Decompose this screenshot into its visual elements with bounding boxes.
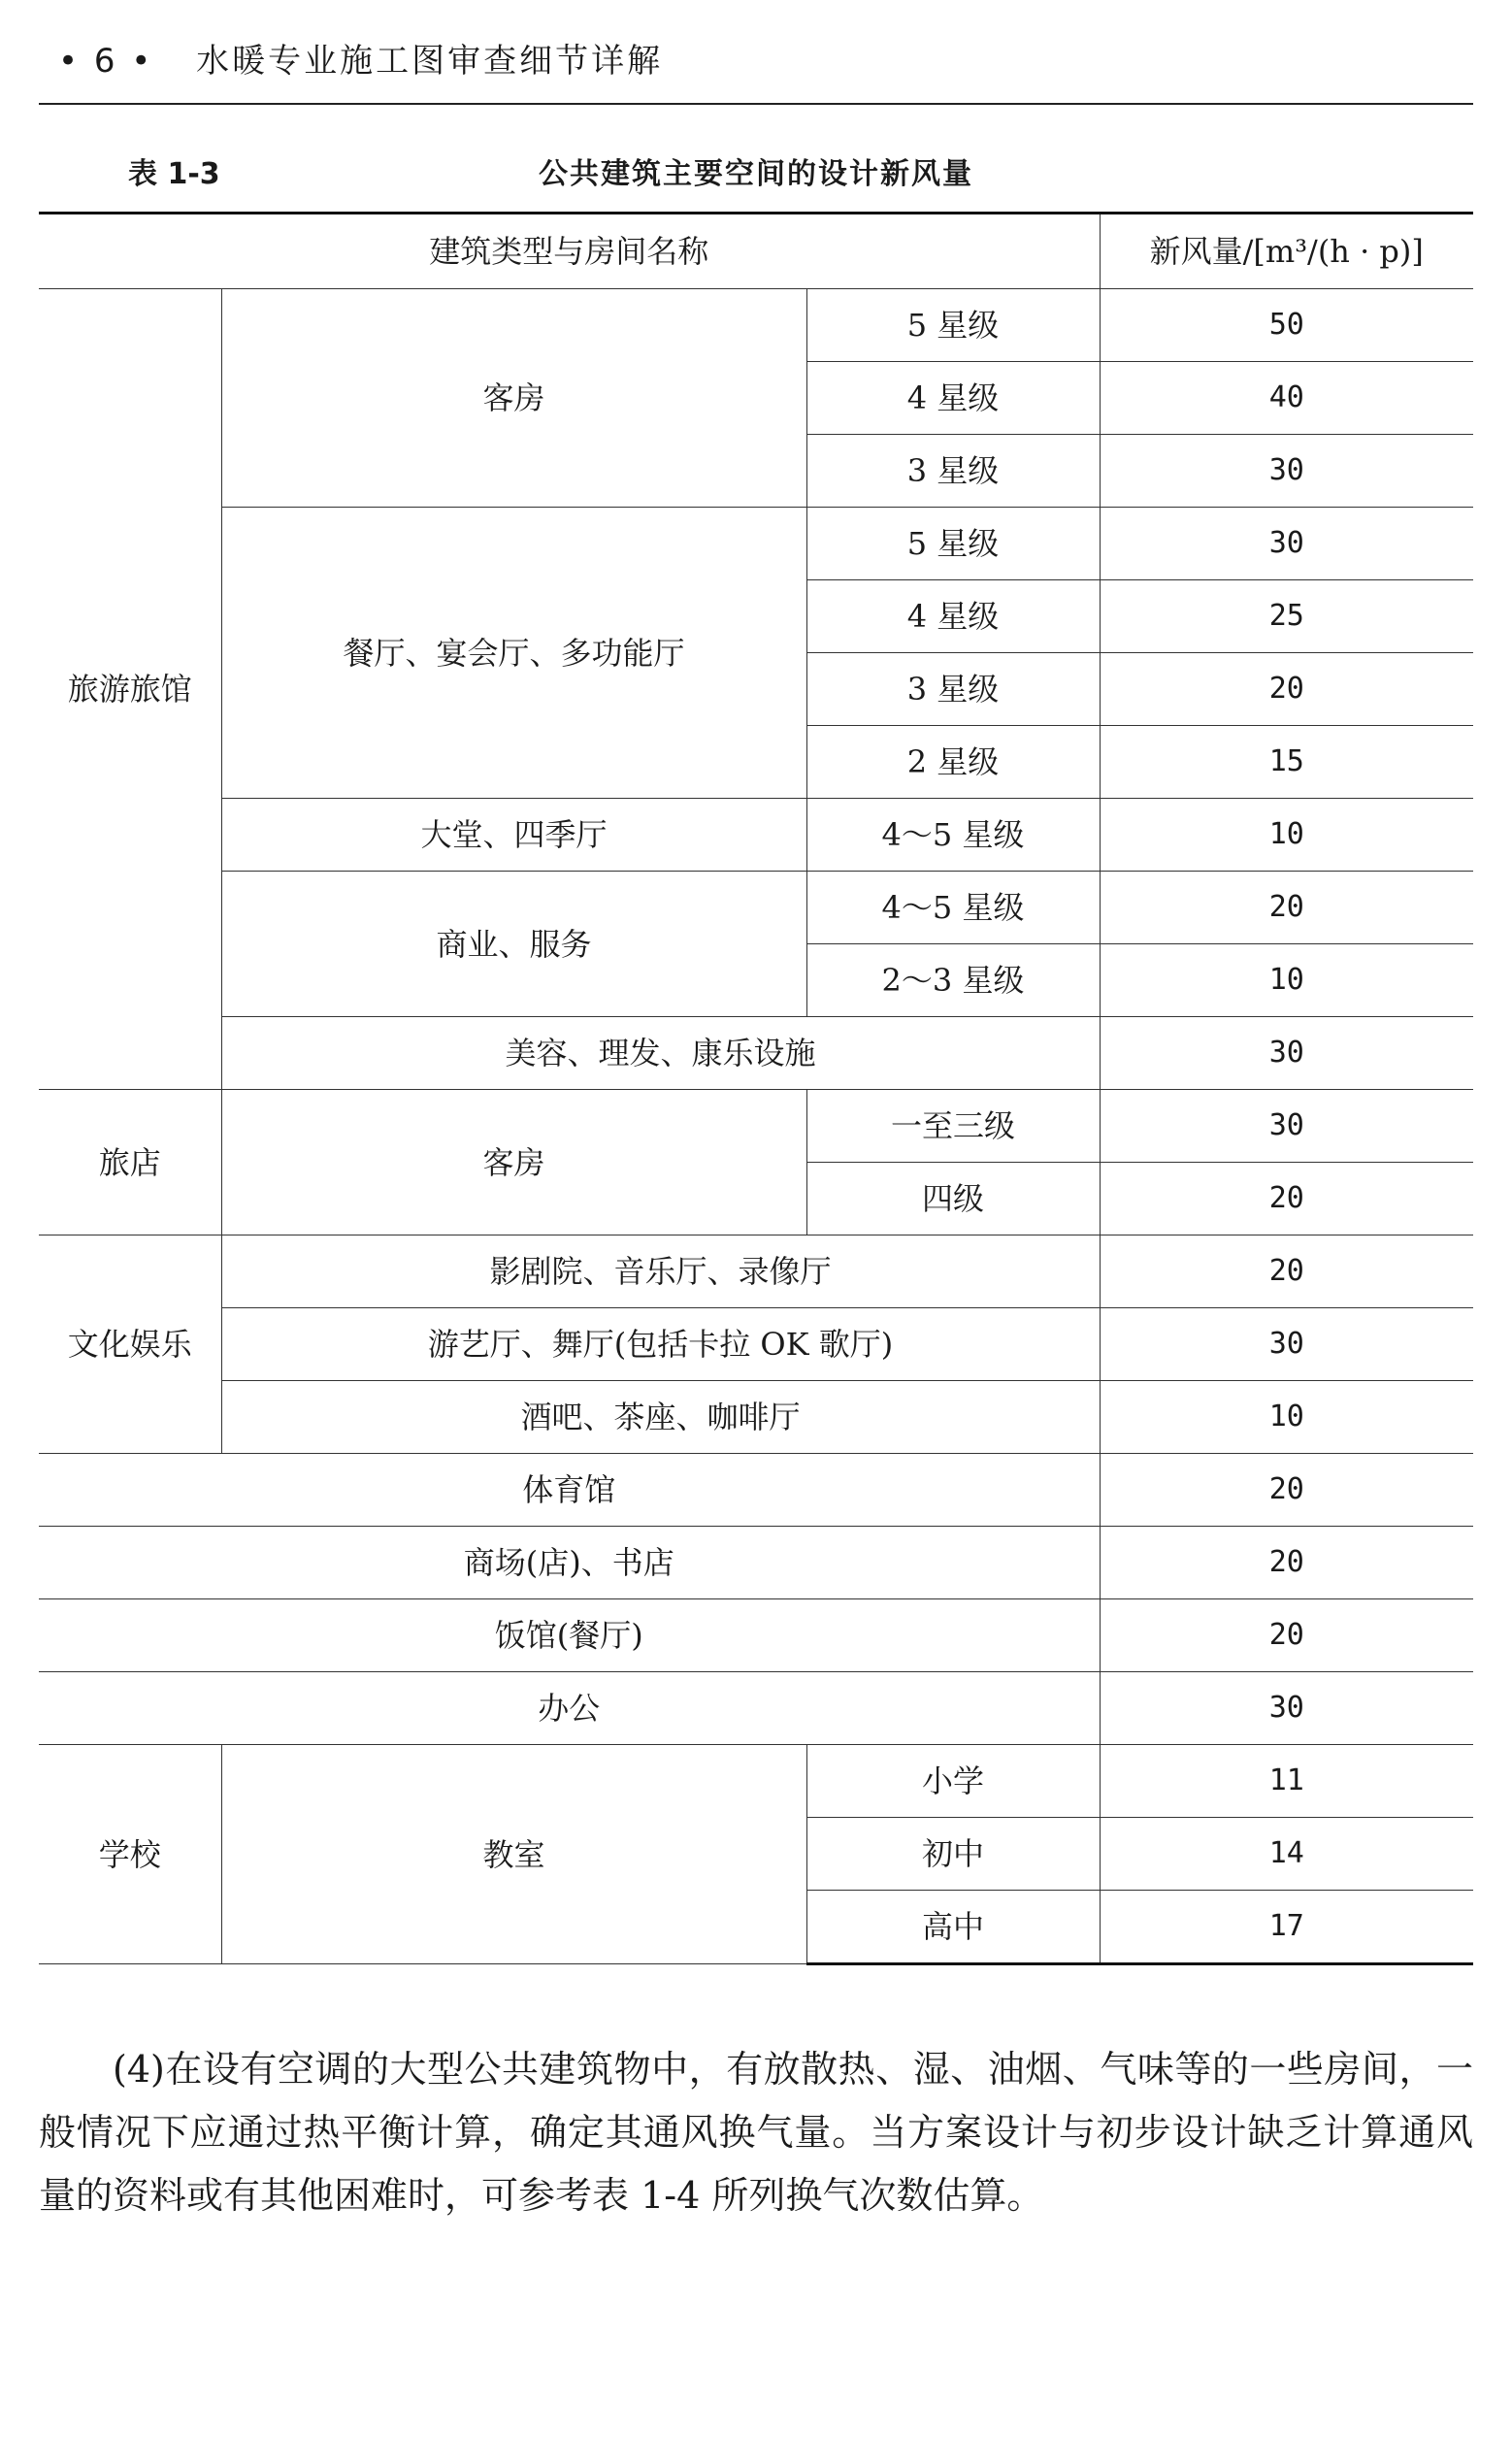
header-value: 新风量/[m³/(h · p)] (1100, 214, 1473, 289)
room-cell: 大堂、四季厅 (221, 799, 806, 872)
grade-cell: 3 星级 (806, 653, 1100, 726)
category-cell: 办公 (39, 1672, 1100, 1745)
value-cell: 10 (1100, 1381, 1473, 1454)
table-title: 公共建筑主要空间的设计新风量 (539, 157, 973, 191)
category-cell: 文化娱乐 (39, 1235, 221, 1454)
table-row (39, 1454, 1473, 1527)
grade-cell: 四级 (806, 1163, 1100, 1235)
category-cell: 旅游旅馆 (39, 289, 221, 1090)
value-cell: 11 (1100, 1745, 1473, 1818)
room-cell: 教室 (221, 1745, 806, 1964)
grade-cell: 4～5 星级 (806, 872, 1100, 944)
table-row (39, 799, 1473, 872)
room-cell: 酒吧、茶座、咖啡厅 (221, 1381, 1100, 1454)
value-cell: 20 (1100, 1235, 1473, 1308)
table-row (39, 872, 1473, 944)
grade-cell: 4 星级 (806, 580, 1100, 653)
running-head (58, 37, 1475, 85)
grade-cell: 4 星级 (806, 362, 1100, 435)
category-cell: 饭馆(餐厅) (39, 1599, 1100, 1672)
header-category: 建筑类型与房间名称 (39, 214, 1100, 289)
value-cell: 30 (1100, 1672, 1473, 1745)
value-cell: 10 (1100, 944, 1473, 1017)
table-row (39, 1090, 1473, 1163)
value-cell: 14 (1100, 1818, 1473, 1891)
room-cell: 游艺厅、舞厅(包括卡拉 OK 歌厅) (221, 1308, 1100, 1381)
table-row (39, 1745, 1473, 1818)
table-header-row (39, 214, 1473, 289)
table-row (39, 289, 1473, 362)
category-cell: 体育馆 (39, 1454, 1100, 1527)
value-cell: 20 (1100, 1527, 1473, 1599)
category-cell: 旅店 (39, 1090, 221, 1235)
value-cell: 17 (1100, 1891, 1473, 1964)
grade-cell: 小学 (806, 1745, 1100, 1818)
value-cell: 30 (1100, 1308, 1473, 1381)
grade-cell: 4～5 星级 (806, 799, 1100, 872)
grade-cell: 2～3 星级 (806, 944, 1100, 1017)
room-cell: 影剧院、音乐厅、录像厅 (221, 1235, 1100, 1308)
value-cell: 20 (1100, 1454, 1473, 1527)
room-cell: 商业、服务 (221, 872, 806, 1017)
value-cell: 10 (1100, 799, 1473, 872)
grade-cell: 初中 (806, 1818, 1100, 1891)
table-row (39, 1017, 1473, 1090)
table-row (39, 1308, 1473, 1381)
value-cell: 20 (1100, 872, 1473, 944)
header-rule (39, 103, 1473, 105)
grade-cell: 5 星级 (806, 508, 1100, 580)
body-paragraph (39, 2038, 1473, 2227)
room-cell: 客房 (221, 289, 806, 508)
table-row (39, 1381, 1473, 1454)
book-title: 水暖专业施工图审查细节详解 (196, 42, 664, 81)
grade-cell: 3 星级 (806, 435, 1100, 508)
grade-cell: 一至三级 (806, 1090, 1100, 1163)
table-row (39, 1235, 1473, 1308)
value-cell: 20 (1100, 1163, 1473, 1235)
table-row (39, 1527, 1473, 1599)
category-cell: 商场(店)、书店 (39, 1527, 1100, 1599)
table-row (39, 1672, 1473, 1745)
value-cell: 30 (1100, 508, 1473, 580)
value-cell: 15 (1100, 726, 1473, 799)
ventilation-table (39, 212, 1473, 1965)
table-number: 表 1-3 (128, 157, 220, 191)
grade-cell: 2 星级 (806, 726, 1100, 799)
value-cell: 20 (1100, 1599, 1473, 1672)
table-caption (39, 146, 1473, 204)
room-cell: 餐厅、宴会厅、多功能厅 (221, 508, 806, 799)
page-number: • 6 • (58, 42, 154, 81)
value-cell: 50 (1100, 289, 1473, 362)
table-row (39, 508, 1473, 580)
room-cell: 美容、理发、康乐设施 (221, 1017, 1100, 1090)
table-row (39, 1599, 1473, 1672)
value-cell: 30 (1100, 1017, 1473, 1090)
paragraph-text: (4)在设有空调的大型公共建筑物中，有放散热、湿、油烟、气味等的一些房间，一般情况下应通过热平衡计算，确定其通风换气量。当方案设计与初步设计缺乏计算通风量的资料或有其他困难时，可参考表 1-4 所列换气次数估算。 (39, 2048, 1473, 2217)
grade-cell: 5 星级 (806, 289, 1100, 362)
value-cell: 25 (1100, 580, 1473, 653)
value-cell: 20 (1100, 653, 1473, 726)
room-cell: 客房 (221, 1090, 806, 1235)
value-cell: 30 (1100, 435, 1473, 508)
value-cell: 30 (1100, 1090, 1473, 1163)
category-cell: 学校 (39, 1745, 221, 1964)
value-cell: 40 (1100, 362, 1473, 435)
grade-cell: 高中 (806, 1891, 1100, 1964)
